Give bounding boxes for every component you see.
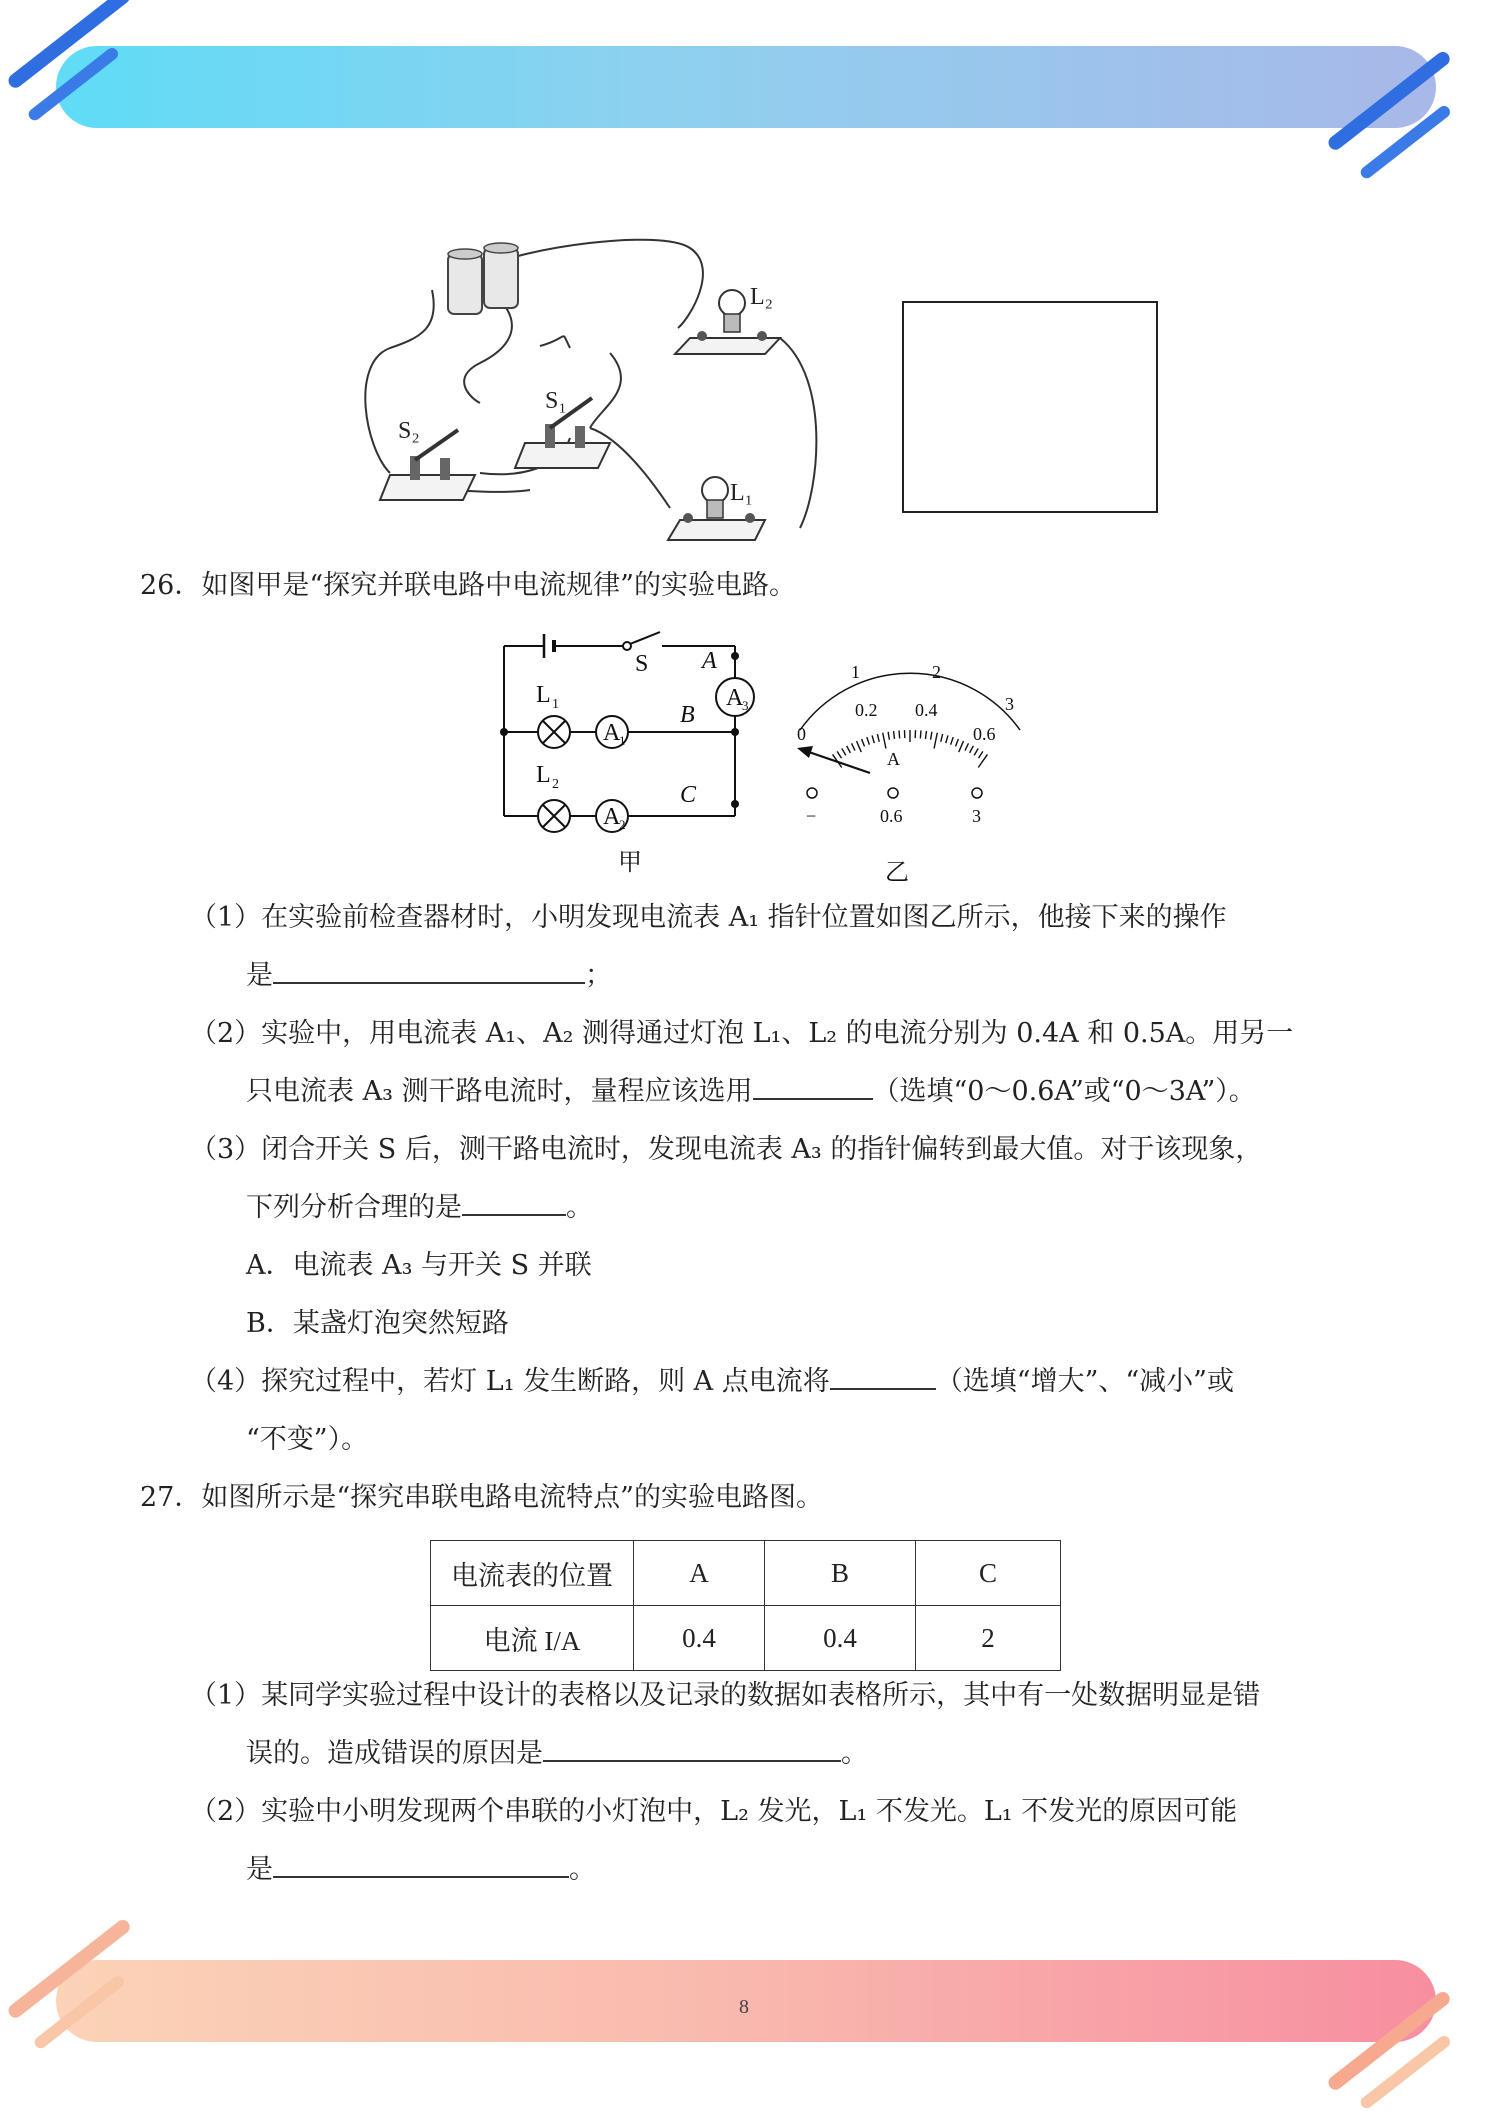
- upper-scale-1: 1: [851, 662, 860, 682]
- dial-tick: [920, 730, 921, 738]
- q27-p1-line1: （1）某同学实验过程中设计的表格以及记录的数据如表格所示，其中有一处数据明显是错: [190, 1676, 1260, 1716]
- ammeter-a2-letter: A: [603, 804, 621, 830]
- switch-s2-photo: [380, 418, 475, 500]
- q26-p1-line2: 是 ；: [246, 956, 612, 996]
- switch-s1-photo: [515, 388, 610, 468]
- lower-scale-06: 0.6: [973, 724, 996, 744]
- dial-tick: [941, 734, 943, 742]
- label-l2-sub: 2: [552, 777, 559, 792]
- dial-tick: [931, 732, 932, 740]
- dial-tick: [857, 741, 862, 752]
- label-l1: L: [536, 682, 551, 708]
- dial-unit: A: [887, 749, 900, 769]
- table-cell: 电流 I/A: [431, 1606, 634, 1671]
- q27-p1-blank[interactable]: [543, 1734, 841, 1762]
- table-header-cell: B: [765, 1541, 916, 1606]
- dial-tick: [867, 737, 870, 745]
- q26-p2-line2: 只电流表 A₃ 测干路电流时，量程应该选用 （选填“0～0.6A”或“0～3A”）。: [246, 1072, 1256, 1112]
- dial-tick: [959, 741, 964, 752]
- answer-drawing-box: [902, 301, 1158, 513]
- table-header-cell: A: [634, 1541, 765, 1606]
- current-data-table: [430, 1540, 1061, 1671]
- ammeter-a3-sub: 3: [742, 698, 749, 713]
- q26-p2-line1: （2）实验中，用电流表 A₁、A₂ 测得通过灯泡 L₁、L₂ 的电流分别为 0.4A 和 0.5A。用另一: [190, 1014, 1293, 1054]
- table-row: [431, 1606, 1061, 1671]
- dial-tick: [842, 748, 846, 755]
- photo-label-s1: S₁: [545, 388, 567, 414]
- q26-option-a: A．电流表 A₃ 与开关 S 并联: [246, 1246, 592, 1286]
- q26-stem: 26．如图甲是“探究并联电路中电流规律”的实验电路。: [140, 566, 796, 606]
- dial-tick: [979, 751, 983, 758]
- dial-tick: [894, 731, 895, 739]
- table-header-cell: C: [916, 1541, 1061, 1606]
- label-c: C: [680, 782, 697, 808]
- dial-tick: [965, 743, 968, 750]
- terminal-06: 0.6: [880, 806, 903, 826]
- q26-p1-line1: （1）在实验前检查器材时，小明发现电流表 A₁ 指针位置如图乙所示，他接下来的操作: [190, 898, 1227, 938]
- caption-jia: 甲: [618, 850, 642, 876]
- upper-scale-3: 3: [1005, 694, 1014, 714]
- q26-p4-line2: “不变”）。: [246, 1420, 368, 1460]
- lower-scale-0: 0: [797, 724, 806, 744]
- lower-scale-02: 0.2: [855, 700, 878, 720]
- q26-p3-blank[interactable]: [462, 1188, 566, 1216]
- q27-p2-line1: （2）实验中小明发现两个串联的小灯泡中，L₂ 发光，L₁ 不发光。L₁ 不发光的原因可能: [190, 1792, 1237, 1832]
- dial-tick: [877, 734, 879, 742]
- dial-tick: [837, 751, 841, 758]
- circuit-photo: [360, 228, 840, 558]
- dial-tick: [852, 743, 855, 750]
- q27-stem: 27．如图所示是“探究串联电路电流特点”的实验电路图。: [140, 1478, 823, 1518]
- battery-pair: [448, 243, 518, 314]
- label-b: B: [680, 702, 695, 728]
- q27-p2-blank[interactable]: [273, 1850, 569, 1878]
- dial-tick: [934, 733, 937, 749]
- header-band: [56, 46, 1436, 128]
- photo-label-l2: L₂: [750, 284, 773, 310]
- ammeter-a2-sub: 2: [619, 817, 626, 832]
- dial-tick: [946, 735, 948, 743]
- dial-tick: [956, 739, 959, 746]
- table-cell: 2: [916, 1606, 1061, 1671]
- label-a: A: [700, 648, 717, 674]
- table-cell: 0.4: [765, 1606, 916, 1671]
- photo-label-l1: L₁: [730, 480, 753, 506]
- dial-tick: [862, 739, 865, 746]
- dial-tick: [899, 730, 900, 738]
- dial-tick: [951, 737, 954, 745]
- table-row: [431, 1541, 1061, 1606]
- q26-p3-line2: 下列分析合理的是 。: [246, 1188, 593, 1228]
- q26-p1-blank[interactable]: [273, 956, 585, 984]
- ammeter-dial-yi: [775, 648, 1035, 888]
- table-header-cell: 电流表的位置: [431, 1541, 634, 1606]
- q27-p1-line2: 误的。造成错误的原因是 。: [246, 1734, 868, 1774]
- dial-tick: [925, 731, 926, 739]
- lamp-l1-photo: [668, 477, 765, 540]
- q26-p3-line1: （3）闭合开关 S 后，测干路电流时，发现电流表 A₃ 的指针偏转到最大值。对于该现象，: [190, 1130, 1262, 1170]
- label-s: S: [635, 651, 648, 677]
- ammeter-a3-letter: A: [726, 685, 744, 711]
- q26-p4-line1: （4）探究过程中，若灯 L₁ 发生断路，则 A 点电流将 （选填“增大”、“减小”或: [190, 1362, 1234, 1402]
- caption-yi: 乙: [885, 860, 909, 886]
- terminal-3: 3: [972, 806, 981, 826]
- dial-tick: [872, 735, 874, 743]
- dial-tick: [970, 746, 974, 753]
- q26-p4-blank[interactable]: [830, 1362, 936, 1390]
- q26-option-b: B．某盏灯泡突然短路: [246, 1304, 509, 1344]
- q26-p2-blank[interactable]: [753, 1072, 873, 1100]
- label-l1-sub: 1: [552, 697, 559, 712]
- q27-p2-line2: 是 。: [246, 1850, 596, 1890]
- lower-scale-04: 0.4: [915, 700, 938, 720]
- circuit-diagram-jia: [490, 626, 770, 884]
- dial-tick: [888, 732, 889, 740]
- dial-tick: [883, 733, 886, 749]
- dial-tick: [847, 746, 851, 753]
- photo-label-s2: S₂: [398, 418, 420, 444]
- ammeter-a1-sub: 1: [619, 733, 626, 748]
- table-cell: 0.4: [634, 1606, 765, 1671]
- dial-tick: [974, 748, 978, 755]
- terminal-minus: −: [806, 806, 816, 826]
- label-l2: L: [536, 762, 551, 788]
- upper-scale-2: 2: [932, 662, 941, 682]
- page-number: 8: [0, 1996, 1488, 2019]
- ammeter-a1-letter: A: [603, 720, 621, 746]
- lamp-l2-photo: [675, 284, 780, 354]
